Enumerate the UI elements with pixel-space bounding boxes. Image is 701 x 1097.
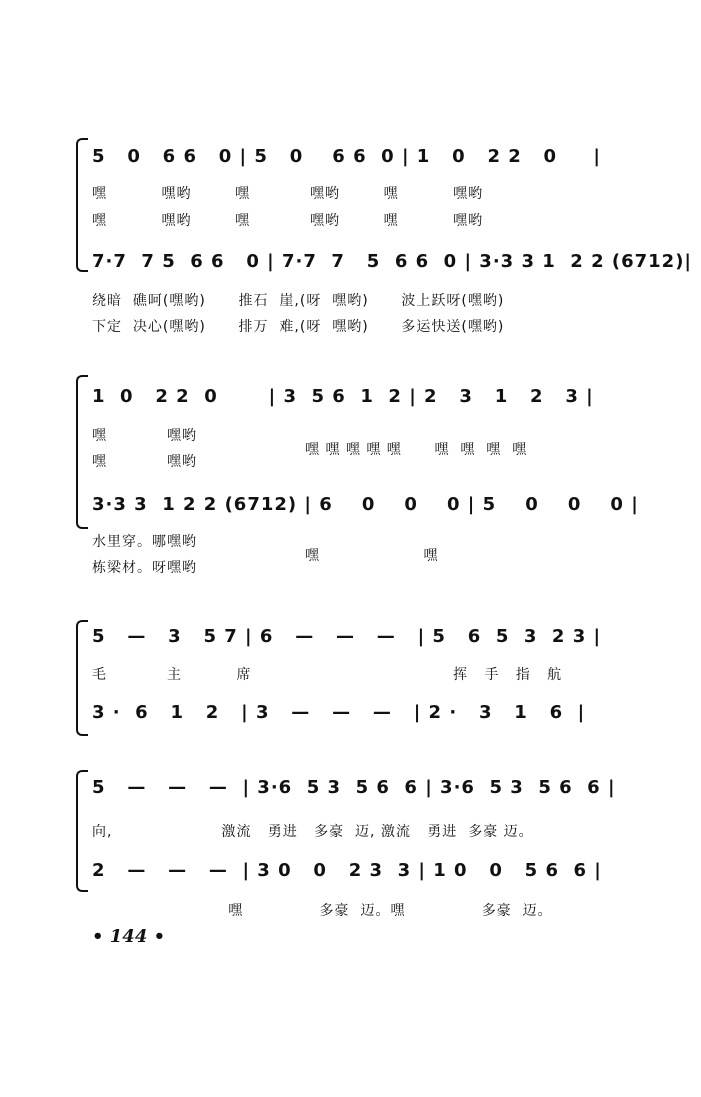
notes-upper: 1 0 2 2 0 | 3 5 6 1 2 | 2 3 1 2 3 | xyxy=(92,386,594,407)
lyrics-line: 水里穿。哪嘿哟 xyxy=(92,534,197,550)
lyrics-line: 嘿 嘿哟 嘿 嘿哟 嘿 嘿哟 xyxy=(92,186,484,202)
lyrics-line: 嘿 嘿 嘿 嘿 嘿 嘿 嘿 嘿 嘿 xyxy=(305,442,528,458)
notes-lower: 2 — — — | 3 0 0 2 3 3 | 1 0 0 5 6 6 | xyxy=(92,860,602,881)
lyrics-line: 嘿 嘿 xyxy=(305,548,439,564)
lyrics-line: 嘿 嘿哟 xyxy=(92,454,197,470)
page-number: • 144 • xyxy=(92,926,166,947)
system-brace xyxy=(76,770,88,892)
lyrics-line: 毛 主 席 挥 手 指 航 xyxy=(92,667,563,683)
lyrics-line: 向, 激流 勇进 多豪 迈, 激流 勇进 多豪 迈。 xyxy=(92,824,534,840)
lyrics-line: 绕暗 礁呵(嘿哟) 推石 崖,(呀 嘿哟) 波上跃呀(嘿哟) xyxy=(92,293,505,309)
lyrics-line: 嘿 嘿哟 xyxy=(92,428,197,444)
system-brace xyxy=(76,138,88,272)
lyrics-line: 嘿 嘿哟 嘿 嘿哟 嘿 嘿哟 xyxy=(92,213,484,229)
notes-lower: 3 · 6 1 2 | 3 — — — | 2 · 3 1 6 | xyxy=(92,702,586,723)
notes-lower: 3·3 3 1 2 2 (6712) | 6 0 0 0 | 5 0 0 0 | xyxy=(92,494,639,515)
system-brace xyxy=(76,620,88,736)
lyrics-line: 嘿 多豪 迈。嘿 多豪 迈。 xyxy=(92,903,553,919)
notes-upper: 5 0 6 6 0 | 5 0 6 6 0 | 1 0 2 2 0 | xyxy=(92,146,601,167)
notes-upper: 5 — — — | 3·6 5 3 5 6 6 | 3·6 5 3 5 6 6 | xyxy=(92,777,616,798)
notes-upper: 5 — 3 5 7 | 6 — — — | 5 6 5 3 2 3 | xyxy=(92,626,602,647)
notes-lower: 7·7 7 5 6 6 0 | 7·7 7 5 6 6 0 | 3·3 3 1 2 2 (6712)| xyxy=(92,251,693,272)
lyrics-line: 下定 决心(嘿哟) 排万 难,(呀 嘿哟) 多运快送(嘿哟) xyxy=(92,319,505,335)
system-brace xyxy=(76,375,88,529)
lyrics-line: 栋梁材。呀嘿哟 xyxy=(92,560,197,576)
